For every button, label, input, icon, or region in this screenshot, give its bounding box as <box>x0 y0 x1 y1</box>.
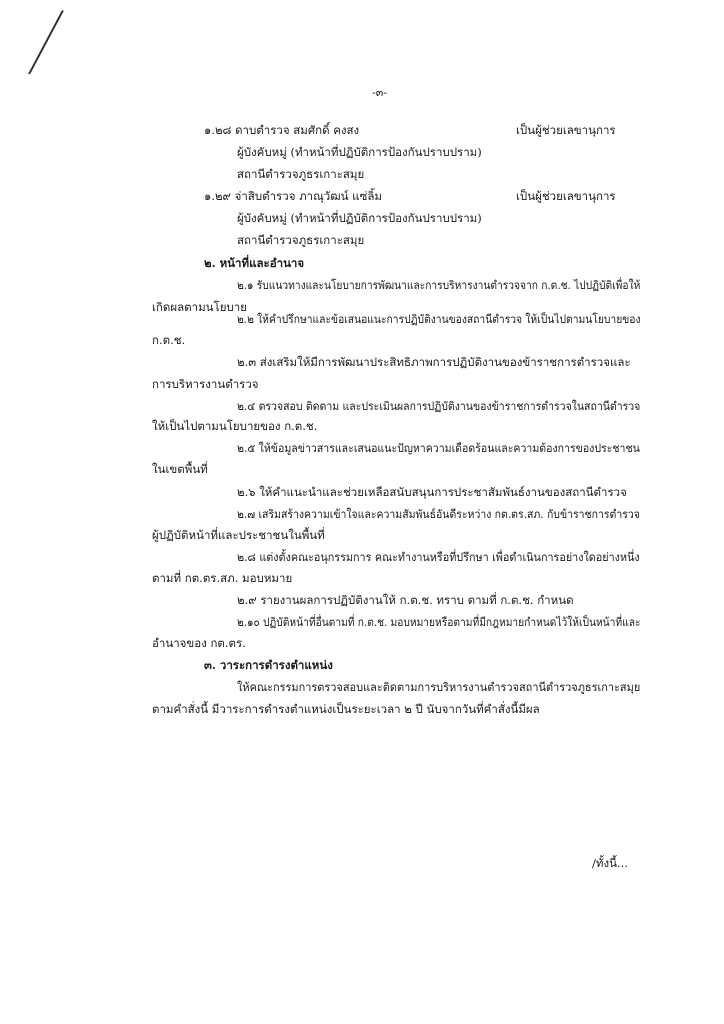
member-role: เป็นผู้ช่วยเลขานุการ <box>516 189 616 203</box>
page-number: -๓- <box>372 86 387 99</box>
section-heading-term: ๓. วาระการดำรงตำแหน่ง <box>204 658 333 672</box>
duty-item: ๒.๑ รับแนวทางและนโยบายการพัฒนาและการบริหารงานตำรวจจาก ก.ต.ช. ไปปฏิบัติเพื่อให้ <box>237 278 641 292</box>
member-station: สถานีตำรวจภูธรเกาะสมุย <box>237 167 365 181</box>
duty-item: ๒.๗ เสริมสร้างความเข้าใจและความสัมพันธ์อันดีระหว่าง กต.ตร.สภ. กับข้าราชการตำรวจ <box>237 507 640 521</box>
duty-item-continuation: ในเขตพื้นที่ <box>152 462 208 476</box>
duty-item-continuation: ให้เป็นไปตามนโยบายของ ก.ต.ช. <box>152 419 318 433</box>
pen-stroke-mark <box>28 10 64 75</box>
member-role: เป็นผู้ช่วยเลขานุการ <box>516 123 616 137</box>
member-name: ๑.๒๙ จ่าสิบตำรวจ ภาณุวัฒน์ แซ่ลิ้ม <box>204 189 382 203</box>
duty-item: ๒.๙ รายงานผลการปฏิบัติงานให้ ก.ต.ช. ทราบ ตามที่ ก.ต.ช. กำหนด <box>237 593 574 607</box>
duty-item: ๒.๘ แต่งตั้งคณะอนุกรรมการ คณะทำงานหรือที่ปรึกษา เพื่อดำเนินการอย่างใดอย่างหนึ่ง <box>237 550 640 564</box>
duty-item-continuation: การบริหารงานตำรวจ <box>152 377 259 391</box>
member-position: ผู้บังคับหมู่ (ทำหน้าที่ปฏิบัติการป้องกันปราบปราม) <box>237 145 482 159</box>
duty-item-continuation: ก.ต.ช. <box>152 333 186 347</box>
member-name: ๑.๒๘ ดาบตำรวจ สมศักดิ์ คงสง <box>204 123 360 137</box>
duty-item: ๒.๑๐ ปฏิบัติหน้าที่อื่นตามที่ ก.ต.ช. มอบหมายหรือตามที่มีกฎหมายกำหนดไว้ให้เป็นหน้าที่และ <box>237 615 641 629</box>
duty-item: ๒.๓ ส่งเสริมให้มีการพัฒนาประสิทธิภาพการปฏิบัติงานของข้าราชการตำรวจและ <box>237 355 631 369</box>
duty-item: ๒.๔ ตรวจสอบ ติดตาม และประเมินผลการปฏิบัติงานของข้าราชการตำรวจในสถานีตำรวจ <box>237 399 641 413</box>
term-text-continuation: ตามคำสั่งนี้ มีวาระการดำรงตำแหน่งเป็นระยะเวลา ๒ ปี นับจากวันที่คำสั่งนี้มีผล <box>152 702 540 716</box>
duty-item-continuation: เกิดผลตามนโยบาย <box>152 300 247 314</box>
section-heading-duties: ๒. หน้าที่และอำนาจ <box>204 256 305 270</box>
duty-item: ๒.๕ ให้ข้อมูลข่าวสารและเสนอแนะปัญหาความเดือดร้อนและความต้องการของประชาชน <box>237 441 640 455</box>
member-station: สถานีตำรวจภูธรเกาะสมุย <box>237 233 365 247</box>
member-position: ผู้บังคับหมู่ (ทำหน้าที่ปฏิบัติการป้องกันปราบปราม) <box>237 211 482 225</box>
duty-item-continuation: ผู้ปฏิบัติหน้าที่และประชาชนในพื้นที่ <box>152 528 325 542</box>
duty-item-continuation: อำนาจของ กต.ตร. <box>152 636 246 650</box>
term-text: ให้คณะกรรมการตรวจสอบและติดตามการบริหารงานตำรวจสถานีตำรวจภูธรเกาะสมุย <box>237 680 641 694</box>
duty-item-continuation: ตามที่ กต.ตร.สภ. มอบหมาย <box>152 571 293 585</box>
duty-item: ๒.๒ ให้คำปรึกษาและข้อเสนอแนะการปฏิบัติงานของสถานีตำรวจ ให้เป็นไปตามนโยบายของ <box>237 312 641 326</box>
continuation-marker: /ทั้งนี้... <box>592 856 628 870</box>
duty-item: ๒.๖ ให้คำแนะนำและช่วยเหลือสนับสนุนการประชาสัมพันธ์งานของสถานีตำรวจ <box>237 485 627 499</box>
